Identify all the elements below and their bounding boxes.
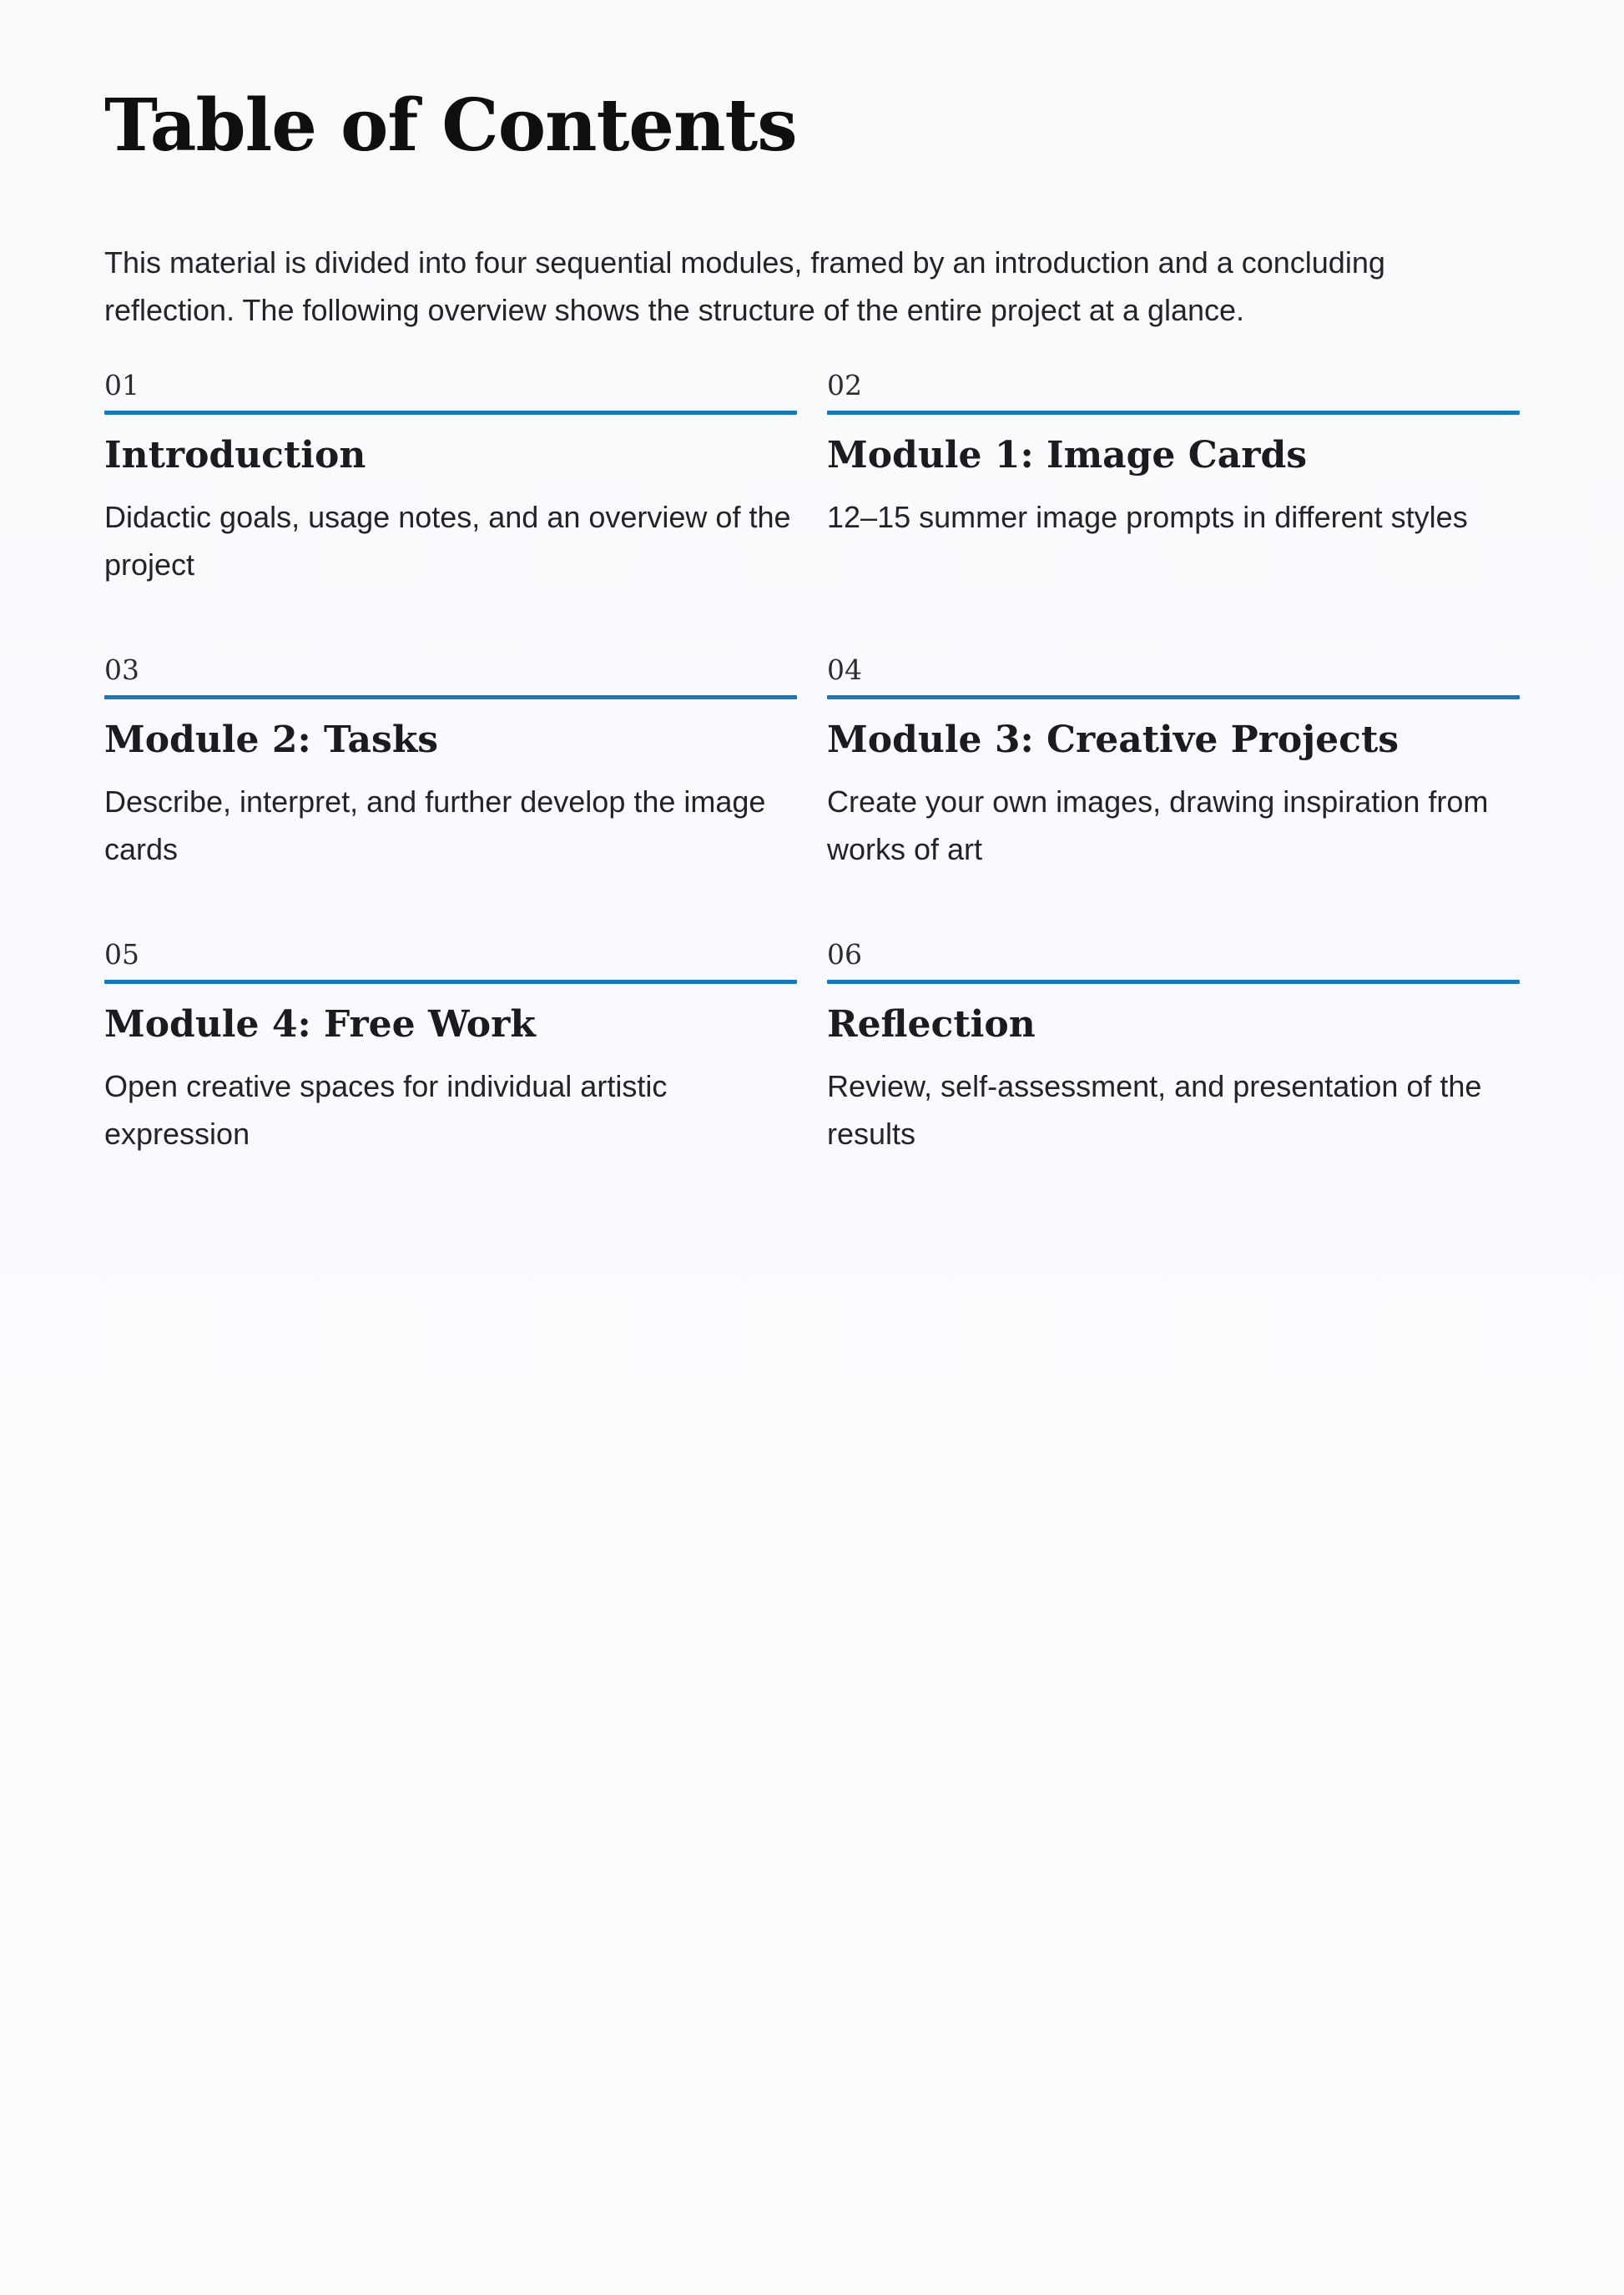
toc-number: 04 xyxy=(827,653,862,686)
toc-number: 02 xyxy=(827,369,862,401)
toc-item-module-3[interactable] xyxy=(827,652,1520,936)
toc-description: Open creative spaces for individual artistic expression xyxy=(104,1069,668,1151)
toc-description: Review, self-assessment, and presentation of the results xyxy=(827,1069,1482,1151)
toc-grid xyxy=(104,367,1520,1221)
toc-description: Describe, interpret, and further develop the image cards xyxy=(104,784,766,866)
toc-item-module-1[interactable] xyxy=(827,367,1520,652)
toc-item-module-4[interactable] xyxy=(104,936,797,1221)
toc-number: 06 xyxy=(827,938,862,971)
toc-title: Introduction xyxy=(104,434,366,477)
toc-title: Module 1: Image Cards xyxy=(827,434,1307,477)
toc-item-introduction[interactable] xyxy=(104,367,797,652)
toc-title: Module 2: Tasks xyxy=(104,719,439,761)
toc-number: 03 xyxy=(104,653,139,686)
toc-title: Module 4: Free Work xyxy=(104,1003,536,1046)
toc-number: 05 xyxy=(104,938,139,971)
toc-description: Didactic goals, usage notes, and an overview of the project xyxy=(104,500,791,582)
toc-description: 12–15 summer image prompts in different styles xyxy=(827,500,1468,534)
toc-title: Reflection xyxy=(827,1003,1036,1046)
toc-item-reflection[interactable] xyxy=(827,936,1520,1221)
toc-description: Create your own images, drawing inspiration from works of art xyxy=(827,784,1489,866)
intro-paragraph: This material is divided into four sequential modules, framed by an introduction and a concluding reflection. The following overview shows the structure of the entire project at a glance. xyxy=(104,245,1385,327)
toc-item-module-2[interactable] xyxy=(104,652,797,936)
page-title: Table of Contents xyxy=(104,83,797,168)
toc-title: Module 3: Creative Projects xyxy=(827,719,1400,761)
toc-number: 01 xyxy=(104,369,139,401)
